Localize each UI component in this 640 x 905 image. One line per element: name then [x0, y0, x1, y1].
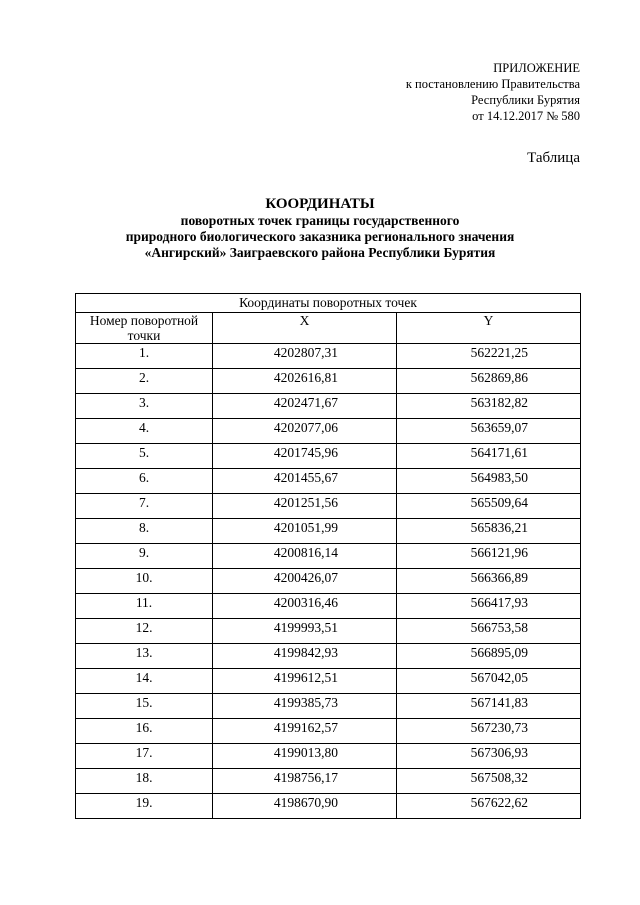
- x-coordinate-cell: 4199385,73: [213, 694, 397, 719]
- x-coordinate-cell: 4202616,81: [213, 369, 397, 394]
- table-row: [76, 494, 581, 519]
- x-coordinate-cell: 4200426,07: [213, 569, 397, 594]
- point-number-cell: 9.: [76, 544, 213, 569]
- header-y: Y: [397, 313, 581, 344]
- x-coordinate-cell: 4200316,46: [213, 594, 397, 619]
- point-number-cell: 4.: [76, 419, 213, 444]
- point-number-cell: 3.: [76, 394, 213, 419]
- appendix-line-3: Республики Бурятия: [471, 93, 580, 107]
- y-coordinate-cell: 566753,58: [397, 619, 581, 644]
- y-coordinate-cell: 566417,93: [397, 594, 581, 619]
- title-line-1: поворотных точек границы государственного: [180, 213, 460, 228]
- point-number-cell: 18.: [76, 769, 213, 794]
- header-x: X: [213, 313, 397, 344]
- x-coordinate-cell: 4199162,57: [213, 719, 397, 744]
- y-coordinate-cell: 565836,21: [397, 519, 581, 544]
- point-number-cell: 10.: [76, 569, 213, 594]
- point-number-cell: 16.: [76, 719, 213, 744]
- x-coordinate-cell: 4200816,14: [213, 544, 397, 569]
- table-body: [76, 344, 581, 819]
- table-row: [76, 669, 581, 694]
- x-coordinate-cell: 4202807,31: [213, 344, 397, 369]
- table-row: [76, 569, 581, 594]
- title-line-3: «Ангирский» Заиграевского района Республики Бурятия: [144, 245, 496, 260]
- point-number-cell: 14.: [76, 669, 213, 694]
- y-coordinate-cell: 567622,62: [397, 794, 581, 819]
- x-coordinate-cell: 4201051,99: [213, 519, 397, 544]
- appendix-line-1: ПРИЛОЖЕНИЕ: [493, 61, 580, 75]
- table-row: [76, 419, 581, 444]
- table-row: [76, 544, 581, 569]
- table-row: [76, 519, 581, 544]
- point-number-cell: 7.: [76, 494, 213, 519]
- table-row: [76, 694, 581, 719]
- point-number-cell: 8.: [76, 519, 213, 544]
- x-coordinate-cell: 4199842,93: [213, 644, 397, 669]
- point-number-cell: 15.: [76, 694, 213, 719]
- table-label: Таблица: [527, 150, 580, 166]
- appendix-block: [406, 60, 580, 124]
- table-row: [76, 469, 581, 494]
- x-coordinate-cell: 4201455,67: [213, 469, 397, 494]
- x-coordinate-cell: 4199612,51: [213, 669, 397, 694]
- document-title: [0, 195, 640, 261]
- table-row: [76, 444, 581, 469]
- y-coordinate-cell: 566121,96: [397, 544, 581, 569]
- table-row: [76, 369, 581, 394]
- point-number-cell: 11.: [76, 594, 213, 619]
- table-row: [76, 794, 581, 819]
- appendix-line-2: к постановлению Правительства: [405, 77, 580, 91]
- table-row: [76, 744, 581, 769]
- coordinates-table: [75, 293, 581, 819]
- table-row: [76, 344, 581, 369]
- x-coordinate-cell: 4202471,67: [213, 394, 397, 419]
- table-row: [76, 394, 581, 419]
- point-number-cell: 13.: [76, 644, 213, 669]
- y-coordinate-cell: 566895,09: [397, 644, 581, 669]
- y-coordinate-cell: 565509,64: [397, 494, 581, 519]
- y-coordinate-cell: 567306,93: [397, 744, 581, 769]
- table-row: [76, 644, 581, 669]
- y-coordinate-cell: 567230,73: [397, 719, 581, 744]
- y-coordinate-cell: 562869,86: [397, 369, 581, 394]
- header-point-number: Номер поворотной точки: [76, 313, 213, 344]
- point-number-cell: 5.: [76, 444, 213, 469]
- y-coordinate-cell: 567042,05: [397, 669, 581, 694]
- y-coordinate-cell: 563182,82: [397, 394, 581, 419]
- point-number-cell: 12.: [76, 619, 213, 644]
- appendix-line-4: от 14.12.2017 № 580: [472, 109, 580, 123]
- y-coordinate-cell: 563659,07: [397, 419, 581, 444]
- point-number-cell: 19.: [76, 794, 213, 819]
- x-coordinate-cell: 4199993,51: [213, 619, 397, 644]
- x-coordinate-cell: 4198756,17: [213, 769, 397, 794]
- x-coordinate-cell: 4201745,96: [213, 444, 397, 469]
- title-main: КООРДИНАТЫ: [265, 196, 375, 212]
- x-coordinate-cell: 4202077,06: [213, 419, 397, 444]
- table-row: [76, 594, 581, 619]
- y-coordinate-cell: 567508,32: [397, 769, 581, 794]
- point-number-cell: 17.: [76, 744, 213, 769]
- table-row: [76, 769, 581, 794]
- point-number-cell: 2.: [76, 369, 213, 394]
- title-line-2: природного биологического заказника регионального значения: [125, 229, 515, 244]
- table-row: [76, 619, 581, 644]
- x-coordinate-cell: 4199013,80: [213, 744, 397, 769]
- point-number-cell: 1.: [76, 344, 213, 369]
- y-coordinate-cell: 566366,89: [397, 569, 581, 594]
- x-coordinate-cell: 4198670,90: [213, 794, 397, 819]
- y-coordinate-cell: 564171,61: [397, 444, 581, 469]
- y-coordinate-cell: 562221,25: [397, 344, 581, 369]
- table-row: [76, 719, 581, 744]
- y-coordinate-cell: 564983,50: [397, 469, 581, 494]
- x-coordinate-cell: 4201251,56: [213, 494, 397, 519]
- table-caption: Координаты поворотных точек: [76, 294, 581, 313]
- y-coordinate-cell: 567141,83: [397, 694, 581, 719]
- point-number-cell: 6.: [76, 469, 213, 494]
